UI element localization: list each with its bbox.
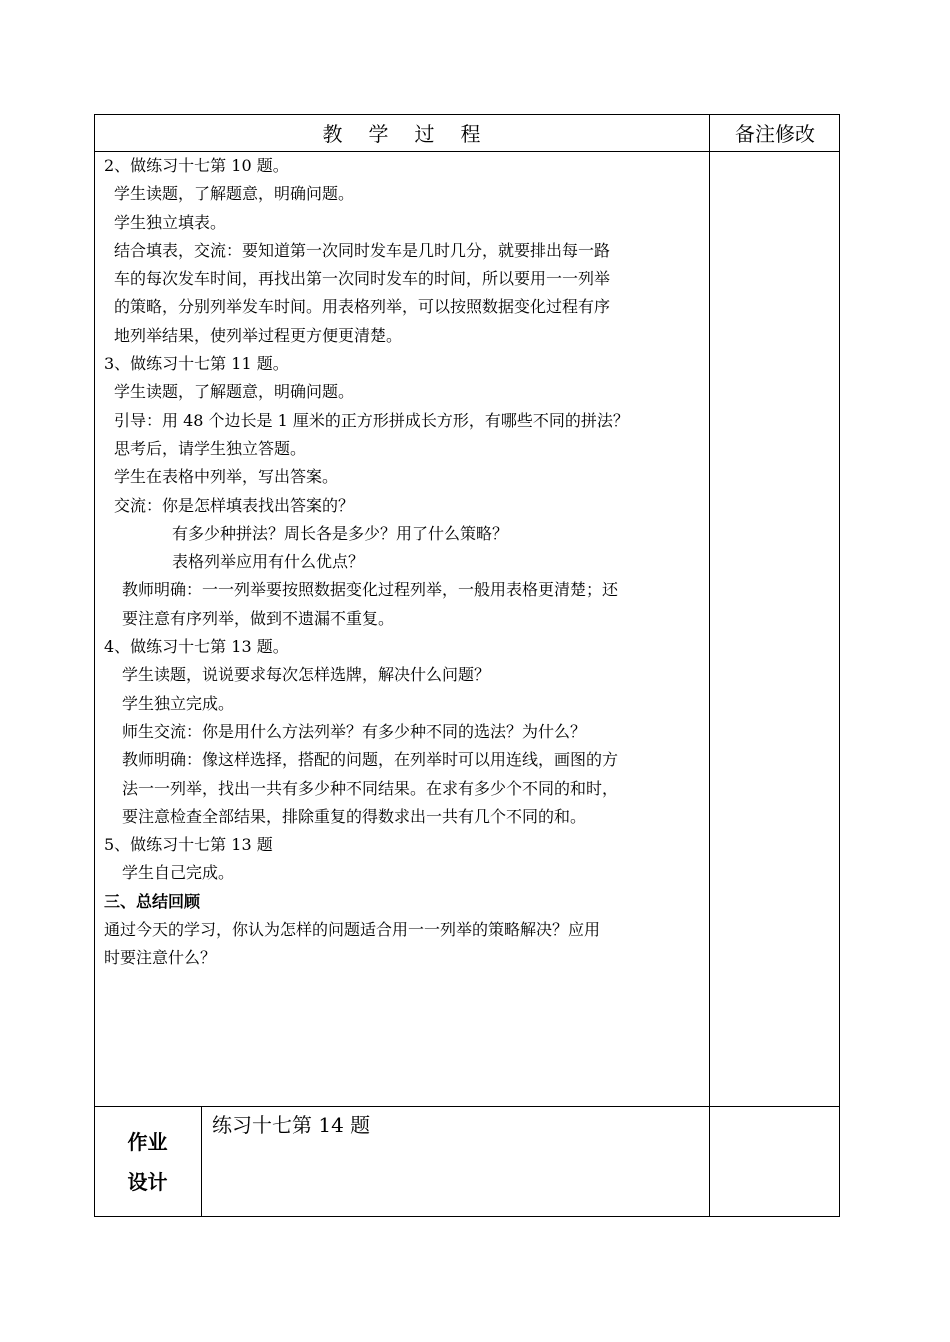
lesson-line: 法一一列举，找出一共有多少种不同结果。在求有多少个不同的和时， (122, 778, 619, 798)
lesson-line: 学生自己完成。 (122, 863, 235, 883)
lesson-line: 3、做练习十七第 11 题。 (104, 354, 289, 374)
lesson-line: 交流：你是怎样填表找出答案的？ (114, 495, 355, 515)
lesson-line: 2、做练习十七第 10 题。 (104, 156, 289, 175)
homework-label-line2: 设计 (127, 1170, 168, 1194)
homework-label-line1: 作业 (127, 1130, 168, 1154)
lesson-line: 引导：用 48 个边长是 1 厘米的正方形拼成长方形，有哪些不同的拼法？ (114, 410, 629, 430)
lesson-line: 学生读题，了解题意，明确问题。 (114, 184, 355, 204)
header-teaching-process: 教学过程 (322, 122, 507, 146)
homework-label-divider (201, 1106, 202, 1217)
lesson-line: 有多少种拼法？周长各是多少？用了什么策略？ (172, 523, 509, 543)
lesson-line: 5、做练习十七第 13 题 (104, 835, 273, 855)
lesson-line: 要注意检查全部结果，排除重复的得数求出一共有几个不同的和。 (122, 806, 587, 826)
lesson-line: 学生独立完成。 (122, 693, 235, 713)
lesson-line: 车的每次发车时间，再找出第一次同时发车的时间，所以要用一一列举 (114, 269, 611, 289)
lesson-line: 地列举结果，使列举过程更方便更清楚。 (114, 325, 403, 345)
lesson-line: 学生在表格中列举，写出答案。 (114, 467, 339, 487)
lesson-line: 通过今天的学习，你认为怎样的问题适合用一一列举的策略解决？应用 (104, 920, 601, 940)
header-notes: 备注修改 (735, 122, 815, 146)
lesson-line: 4、做练习十七第 13 题。 (104, 637, 289, 657)
homework-label (94, 1107, 201, 1217)
lesson-line: 表格列举应用有什么优点？ (172, 552, 365, 572)
section-heading-summary: 三、总结回顾 (104, 891, 201, 911)
lesson-line: 教师明确：一一列举要按照数据变化过程列举，一般用表格更清楚；还 (122, 580, 619, 600)
lesson-line: 教师明确：像这样选择，搭配的问题，在列举时可以用连线，画图的方 (122, 750, 619, 770)
lesson-line: 思考后，请学生独立答题。 (114, 438, 307, 458)
notes-column-divider (709, 114, 710, 1217)
lesson-line: 结合填表，交流：要知道第一次同时发车是几时几分，就要排出每一路 (114, 240, 611, 260)
lesson-line: 的策略，分别列举发车时间。用表格列举，可以按照数据变化过程有序 (114, 297, 611, 317)
lesson-line: 师生交流：你是用什么方法列举？有多少种不同的选法？为什么？ (122, 721, 587, 741)
lesson-line: 时要注意什么？ (104, 948, 217, 968)
lesson-line: 要注意有序列举，做到不遗漏不重复。 (122, 608, 395, 628)
lesson-line: 学生独立填表。 (114, 212, 227, 232)
lesson-line: 学生读题，说说要求每次怎样选牌，解决什么问题？ (122, 665, 491, 685)
homework-content: 练习十七第 14 题 (212, 1113, 371, 1137)
lesson-line: 学生读题，了解题意，明确问题。 (114, 382, 355, 402)
lesson-content (104, 152, 704, 973)
homework-divider (94, 1106, 840, 1107)
